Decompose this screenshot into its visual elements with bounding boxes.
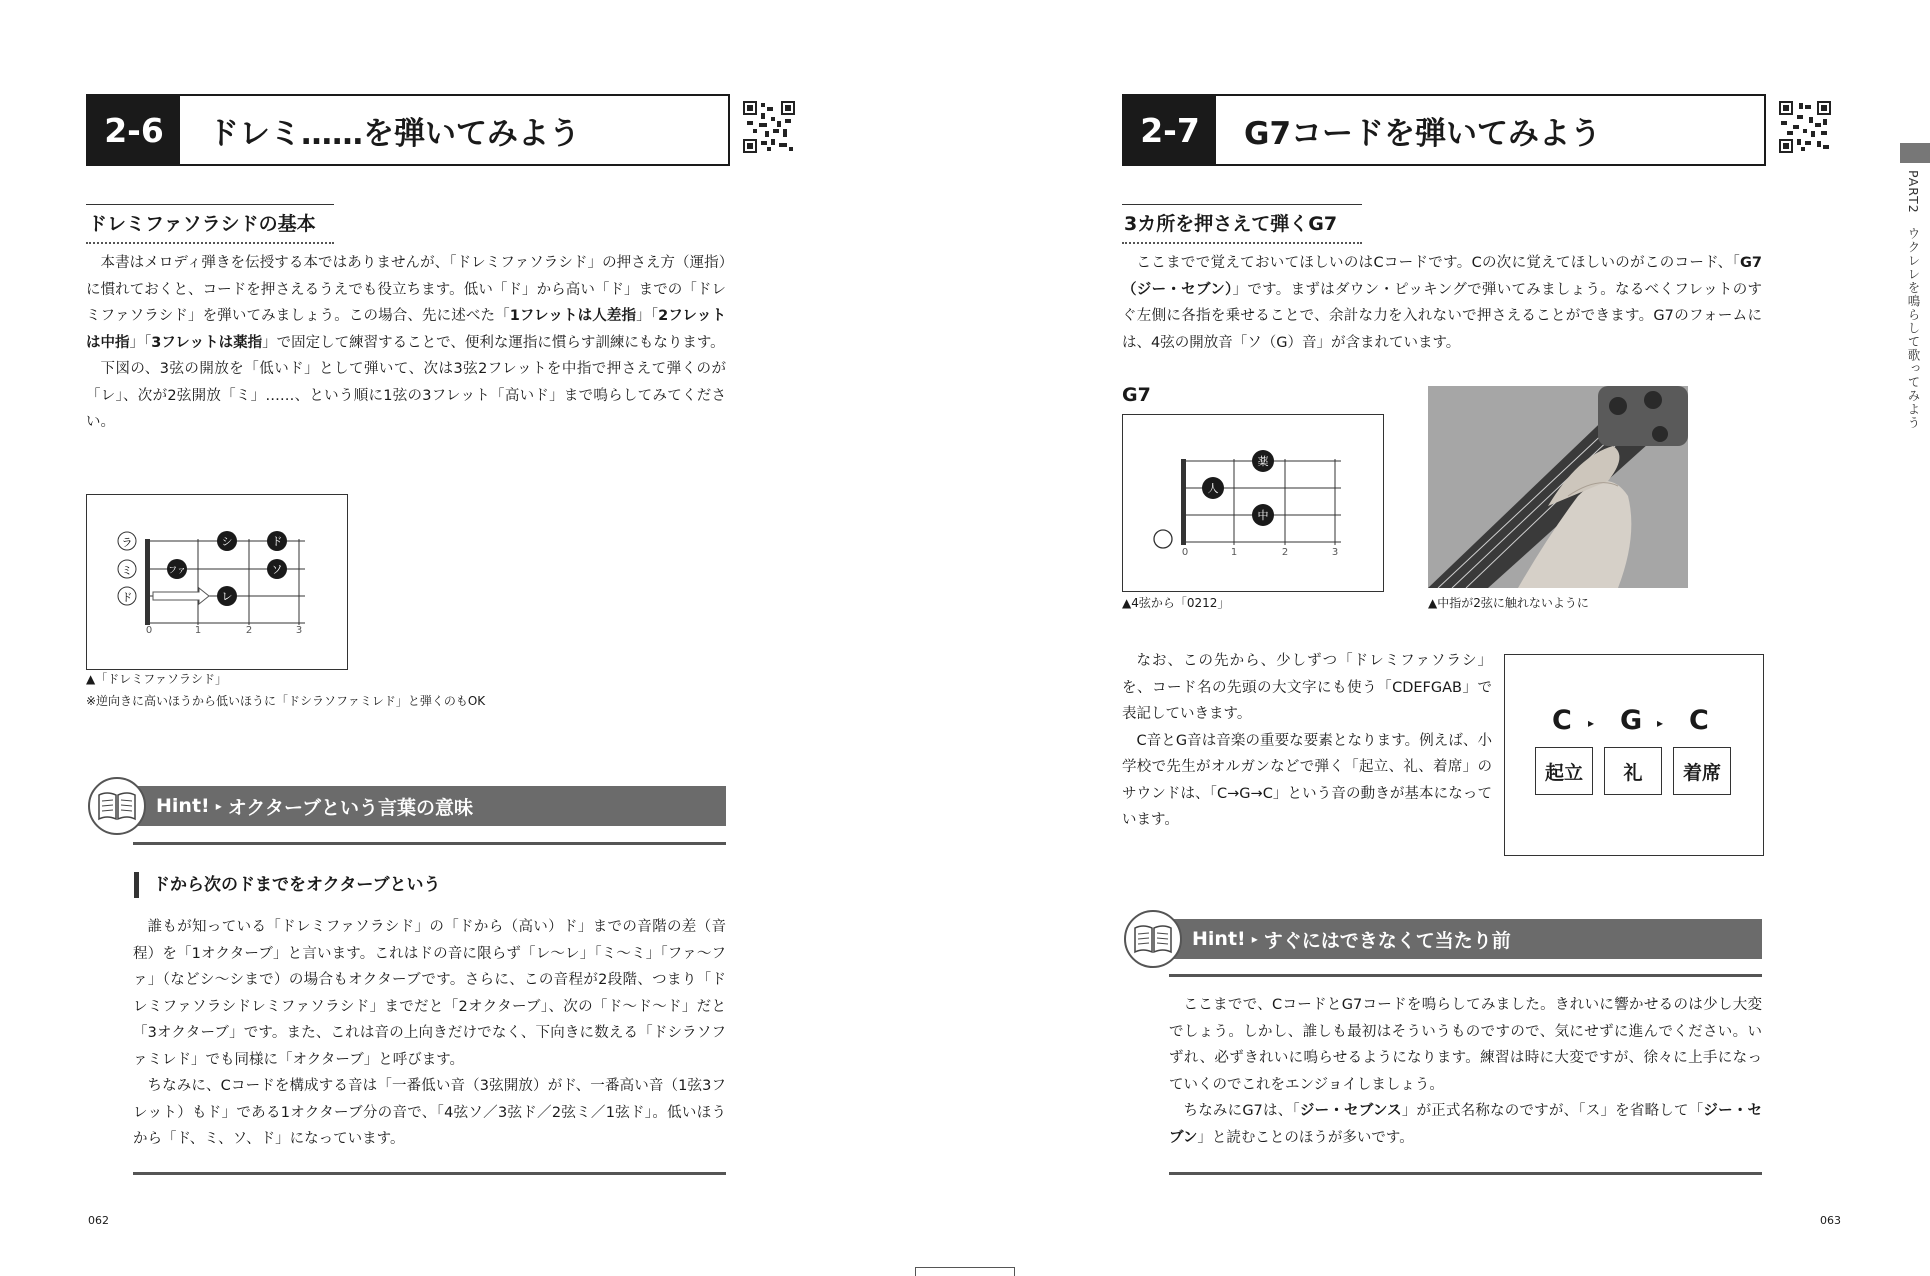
hint-top-rule	[133, 842, 726, 845]
bold-text: 2フレットは中指	[86, 308, 727, 351]
chapter-tab	[1900, 143, 1930, 163]
intro-text	[86, 250, 726, 436]
fret-number: 2	[1281, 547, 1289, 558]
open-string-marker	[1154, 530, 1172, 548]
hint-title: オクターブという言葉の意味	[227, 796, 474, 819]
hint-bottom-rule	[1169, 1172, 1762, 1175]
diagram-note: ※逆向きに高いほうから低いほうに「ドシラソファミレド」と弾くのもOK	[86, 694, 486, 708]
fret-number: 3	[295, 625, 303, 636]
paragraph	[86, 250, 726, 356]
page-number: 063	[1820, 1214, 1841, 1227]
subheading: ドレミファソラシドの基本	[86, 204, 334, 244]
g7-chord-diagram	[1122, 414, 1384, 592]
paragraph: C音とG音は音楽の重要な要素となります。例えば、小学校で先生がオルガンなどで弾く「起立、礼、着席」のサウンドは、「C→G→C」という音の動きが基本になっています。	[1122, 732, 1492, 828]
finger-index: 人	[1207, 482, 1219, 495]
qr-code-icon	[1779, 101, 1831, 153]
hint-arrow: ▸	[215, 799, 222, 813]
text-span: 」「	[636, 308, 659, 324]
subheading: 3カ所を押さえて弾くG7	[1122, 204, 1362, 244]
hint-title: すぐにはできなくて当たり前	[1263, 929, 1511, 952]
bold-text: 1フレットは人差指	[509, 308, 637, 324]
bold-text: ジー・セブン	[1169, 1103, 1763, 1146]
paragraph: 下図の、3弦の開放を「低いド」として弾いて、次は3弦2フレットを中指で押さえて弾くのが「レ」、次が2弦開放「ミ」……、という順に1弦の3フレット「高いド」まで鳴らしてみてください。	[86, 361, 726, 430]
cgc-arrow-icon: ▸	[1588, 716, 1595, 730]
fretboard-svg	[87, 495, 347, 669]
fret-number: 1	[194, 625, 202, 636]
finger-middle: 中	[1257, 509, 1269, 522]
paragraph: なお、この先から、少しずつ「ドレミファソラシ」を、コード名の先頭の大文字にも使う「CDEFGAB」で表記していきます。	[1122, 653, 1492, 722]
paragraph: ここまでで、CコードとG7コードを鳴らしてみました。きれいに響かせるのは少し大変でしょう。しかし、誰しも最初はそういうものですので、気にせずに進んでください。いずれ、必ずきれいに鳴らせるようになります。練習は時に大変ですが、徐々に上手になっていくのでこれをエンジョイしましょう。	[1169, 997, 1762, 1093]
paragraph	[1122, 250, 1762, 356]
cdefgab-text	[1122, 648, 1492, 834]
text-span: ちなみにG7は、「	[1183, 1103, 1300, 1119]
fret-number: 1	[1230, 547, 1238, 558]
string-label: ド	[121, 591, 133, 604]
cgc-word: 着席	[1673, 747, 1731, 795]
note-re: レ	[221, 590, 233, 603]
hint-header	[96, 786, 726, 826]
photo-caption: ▲中指が2弦に触れないように	[1428, 596, 1589, 610]
cgc-diagram	[1504, 654, 1764, 856]
text-span: 」が正式名称なのですが、「ス」を省略して「	[1401, 1103, 1704, 1119]
section-header-2-6	[86, 94, 730, 166]
chord-svg	[1123, 415, 1383, 591]
cgc-letter: G	[1620, 705, 1643, 736]
note-fa: ファ	[168, 566, 186, 576]
text-span: 」「	[129, 334, 152, 351]
hint-header	[1132, 919, 1762, 959]
section-title: ドレミ……を弾いてみよう	[208, 115, 580, 152]
cgc-word: 起立	[1535, 747, 1593, 795]
cgc-letter: C	[1552, 705, 1572, 736]
g7-intro-text	[1122, 250, 1762, 356]
fret-number: 3	[1331, 547, 1339, 558]
hint-subheading: ドから次のドまでをオクターブという	[134, 872, 440, 898]
note-do-high: ド	[271, 535, 283, 548]
finger-ring: 薬	[1257, 455, 1269, 468]
section-title: G7コードを弾いてみよう	[1244, 115, 1602, 152]
string-label: ミ	[121, 564, 133, 577]
cgc-word: 礼	[1604, 747, 1662, 795]
fret-number: 0	[1181, 547, 1189, 558]
text-span: 」です。まずはダウン・ピッキングで弾いてみましょう。なるべくフレットのすぐ左側に各指を乗せることで、余計な力を入れないで押さえることができます。G7のフォームには、4弦の開放音「ソ（G）音」が含まれています。	[1122, 281, 1762, 351]
note-si: シ	[221, 535, 233, 548]
book-icon	[88, 777, 146, 835]
cgc-arrow-icon: ▸	[1657, 716, 1664, 730]
hint-label: Hint!	[1192, 928, 1246, 950]
text-span: ここまでで覚えておいてほしいのはCコードです。Cの次に覚えてほしいのがこのコード、「	[1136, 255, 1740, 271]
text-span: 」で固定して練習することで、便利な運指に慣らす訓練にもなります。	[262, 334, 725, 351]
fret-number: 2	[245, 625, 253, 636]
text-span: 本書はメロディ弾きを伝授する本ではありませんが、「ドレミファソラシド」の押さえ方（運指）に慣れておくと、コードを押さえるうえでも役立ちます。低い「ド」から高い「ド」までの「ドレミファソラシド」を弾いてみましょう。この場合、先に述べた「	[86, 255, 726, 324]
string-label: ラ	[121, 536, 133, 549]
hint-bottom-rule	[133, 1172, 726, 1175]
chord-label: G7	[1122, 384, 1151, 406]
text-span: 」と読むことのほうが多いです。	[1197, 1129, 1414, 1146]
bold-text: ジー・セブンス	[1299, 1103, 1402, 1119]
paragraph	[1169, 1098, 1762, 1151]
note-so: ソ	[271, 563, 283, 576]
hint-top-rule	[1169, 974, 1762, 977]
cgc-letter: C	[1689, 705, 1709, 736]
paragraph: 誰もが知っている「ドレミファソラシド」の「ドから（高い）ド」までの音階の差（音程）を「1オクターブ」と言います。これはドの音に限らず「レ〜レ」「ミ〜ミ」「ファ〜ファ」（などシ〜シまで）の場合もオクターブです。さらに、この音程が2段階、つまり「ドレミファソラシドレミファソラシド」までだと「2オクターブ」、次の「ド〜ド〜ド」だと「3オクターブ」です。また、これは音の上向きだけでなく、下向きに数える「ドシラソファミレド」でも同様に「オクターブ」と呼びます。	[133, 919, 726, 1068]
hint-text	[133, 914, 726, 1153]
hand-on-ukulele-photo	[1428, 386, 1688, 588]
diagram-caption: ▲「ドレミファソラシド」	[86, 672, 227, 686]
section-number: 2-6	[88, 96, 180, 164]
section-number: 2-7	[1124, 96, 1216, 164]
section-header-2-7	[1122, 94, 1766, 166]
hint-label: Hint!	[156, 795, 210, 817]
fret-number: 0	[145, 625, 153, 636]
bold-text: 3フレットは薬指	[151, 334, 263, 351]
qr-code-icon	[743, 101, 795, 153]
hint-text	[1169, 992, 1762, 1151]
doremi-diagram	[86, 494, 348, 670]
diagram-caption: ▲4弦から「0212」	[1122, 596, 1230, 610]
hint-arrow: ▸	[1251, 932, 1258, 946]
bold-text: G7（ジー・セブン）	[1122, 255, 1762, 298]
book-icon	[1124, 910, 1182, 968]
page-number: 062	[88, 1214, 109, 1227]
paragraph: ちなみに、Cコードを構成する音は「一番低い音（3弦開放）がド、一番高い音（1弦3フレット）もド」である1オクターブ分の音で、「4弦ソ／3弦ド／2弦ミ／1弦ド」。低いほうから「ド、ミ、ソ、ド」になっています。	[133, 1078, 726, 1147]
chapter-label: PART2 ウクレレを鳴らして歌ってみよう	[1906, 170, 1921, 430]
